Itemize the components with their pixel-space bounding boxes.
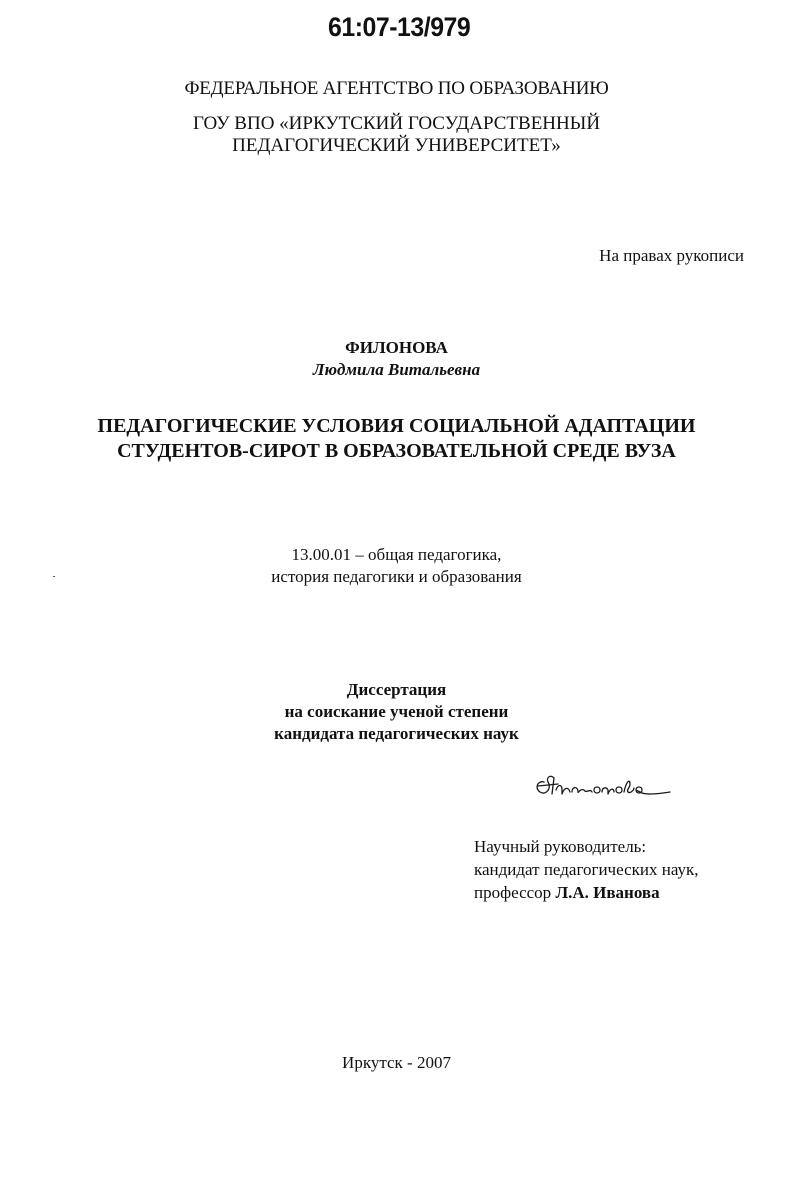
title-line-1: ПЕДАГОГИЧЕСКИЕ УСЛОВИЯ СОЦИАЛЬНОЙ АДАПТАЦИИ bbox=[97, 415, 696, 437]
advisor-name: Л.А. Иванова bbox=[555, 883, 660, 902]
dissertation-title bbox=[0, 414, 793, 464]
degree-line-2: на соискание ученой степени bbox=[284, 702, 509, 721]
city-year: Иркутск - 2007 bbox=[342, 1053, 451, 1072]
rights-note: На правах рукописи bbox=[599, 246, 744, 265]
scientific-advisor bbox=[474, 835, 699, 904]
degree-statement bbox=[0, 679, 793, 745]
title-line-2: СТУДЕНТОВ-СИРОТ В ОБРАЗОВАТЕЛЬНОЙ СРЕДЕ ВУЗА bbox=[117, 440, 676, 462]
university-line-2: ПЕДАГОГИЧЕСКИЙ УНИВЕРСИТЕТ» bbox=[232, 135, 561, 156]
author-surname: ФИЛОНОВА bbox=[345, 338, 448, 357]
university-line-1: ГОУ ВПО «ИРКУТСКИЙ ГОСУДАРСТВЕННЫЙ bbox=[192, 113, 601, 134]
university-name bbox=[0, 113, 793, 157]
handwritten-signature bbox=[530, 768, 680, 808]
advisor-line-1: Научный руководитель: bbox=[474, 837, 647, 856]
specialty-code bbox=[0, 544, 793, 588]
degree-line-3: кандидата педагогических наук bbox=[274, 724, 519, 743]
advisor-line-3 bbox=[474, 881, 699, 904]
author-given-names: Людмила Витальевна bbox=[312, 360, 481, 379]
archive-code: 61:07-13/979 bbox=[328, 12, 471, 42]
advisor-line-2: кандидат педагогических наук, bbox=[474, 860, 699, 879]
specialty-line-1: 13.00.01 – общая педагогика, bbox=[291, 545, 502, 564]
agency-name: ФЕДЕРАЛЬНОЕ АГЕНТСТВО ПО ОБРАЗОВАНИЮ bbox=[184, 78, 609, 99]
degree-line-1: Диссертация bbox=[346, 680, 447, 699]
advisor-title: профессор bbox=[474, 883, 556, 902]
specialty-line-2: история педагогики и образования bbox=[271, 567, 522, 586]
